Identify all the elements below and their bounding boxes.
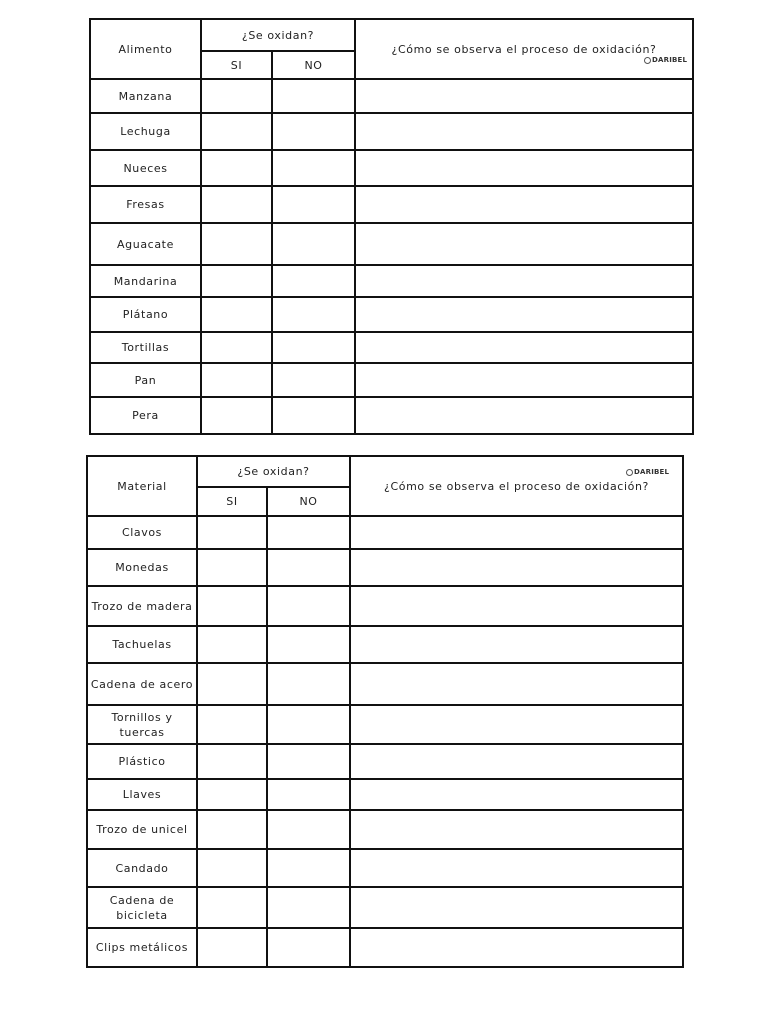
- yes-answer-cell[interactable]: [197, 810, 267, 849]
- observation-cell[interactable]: [355, 363, 693, 397]
- yes-answer-cell[interactable]: [197, 626, 267, 663]
- yes-answer-cell[interactable]: [197, 516, 267, 549]
- process-question-header: ¿Cómo se observa el proceso de oxidación?: [350, 456, 683, 516]
- item-name-cell: Trozo de madera: [87, 586, 197, 626]
- material-oxidation-table: [86, 455, 684, 968]
- item-name-cell: Tortillas: [90, 332, 201, 363]
- yes-answer-cell[interactable]: [197, 586, 267, 626]
- table-row: [87, 744, 683, 779]
- observation-cell[interactable]: [350, 516, 683, 549]
- observation-cell[interactable]: [355, 332, 693, 363]
- material-rows: [87, 516, 683, 967]
- item-name-cell: Pan: [90, 363, 201, 397]
- yes-answer-cell[interactable]: [201, 186, 272, 223]
- brand-logo: DARIBEL: [644, 56, 687, 64]
- yes-answer-cell[interactable]: [197, 663, 267, 705]
- item-name-cell: Tachuelas: [87, 626, 197, 663]
- table-row: [87, 516, 683, 549]
- food-column-header: Alimento: [90, 19, 201, 79]
- yes-answer-cell[interactable]: [201, 397, 272, 434]
- observation-cell[interactable]: [350, 849, 683, 887]
- table-row: [87, 928, 683, 967]
- no-answer-cell[interactable]: [267, 549, 350, 586]
- observation-cell[interactable]: [355, 186, 693, 223]
- no-answer-cell[interactable]: [272, 223, 355, 265]
- yes-answer-cell[interactable]: [201, 332, 272, 363]
- table-row: [87, 626, 683, 663]
- observation-cell[interactable]: [355, 397, 693, 434]
- item-name-cell: Plátano: [90, 297, 201, 332]
- yes-answer-cell[interactable]: [201, 79, 272, 113]
- item-name-cell: Aguacate: [90, 223, 201, 265]
- no-answer-cell[interactable]: [272, 79, 355, 113]
- table-row: [87, 586, 683, 626]
- item-name-cell: Monedas: [87, 549, 197, 586]
- no-answer-cell[interactable]: [267, 586, 350, 626]
- yes-answer-cell[interactable]: [197, 744, 267, 779]
- table-row: [90, 265, 693, 297]
- oxidize-question-header: ¿Se oxidan?: [201, 19, 355, 51]
- table-row: [90, 363, 693, 397]
- yes-answer-cell[interactable]: [197, 705, 267, 744]
- observation-cell[interactable]: [350, 663, 683, 705]
- no-answer-cell[interactable]: [272, 397, 355, 434]
- no-answer-cell[interactable]: [267, 887, 350, 928]
- no-answer-cell[interactable]: [267, 705, 350, 744]
- observation-cell[interactable]: [350, 626, 683, 663]
- material-column-header: Material: [87, 456, 197, 516]
- table-row: [90, 186, 693, 223]
- yes-answer-cell[interactable]: [197, 849, 267, 887]
- observation-cell[interactable]: [350, 887, 683, 928]
- item-name-cell: Cadena de acero: [87, 663, 197, 705]
- yes-column-header: SI: [197, 487, 267, 516]
- observation-cell[interactable]: [355, 113, 693, 150]
- yes-answer-cell[interactable]: [197, 928, 267, 967]
- no-column-header: NO: [267, 487, 350, 516]
- item-name-cell: Manzana: [90, 79, 201, 113]
- yes-answer-cell[interactable]: [201, 150, 272, 186]
- item-name-cell: Tornillos y tuercas: [87, 705, 197, 744]
- observation-cell[interactable]: [355, 265, 693, 297]
- no-answer-cell[interactable]: [267, 779, 350, 810]
- observation-cell[interactable]: [350, 549, 683, 586]
- no-column-header: NO: [272, 51, 355, 79]
- table-row: [90, 223, 693, 265]
- no-answer-cell[interactable]: [272, 150, 355, 186]
- brand-logo: DARIBEL: [626, 468, 669, 476]
- table-row: [87, 849, 683, 887]
- yes-column-header: SI: [201, 51, 272, 79]
- no-answer-cell[interactable]: [272, 186, 355, 223]
- observation-cell[interactable]: [355, 79, 693, 113]
- no-answer-cell[interactable]: [272, 363, 355, 397]
- item-name-cell: Candado: [87, 849, 197, 887]
- table-row: [90, 79, 693, 113]
- observation-cell[interactable]: [350, 705, 683, 744]
- yes-answer-cell[interactable]: [201, 265, 272, 297]
- table-row: [87, 810, 683, 849]
- table-row: [87, 549, 683, 586]
- no-answer-cell[interactable]: [272, 332, 355, 363]
- observation-cell[interactable]: [350, 744, 683, 779]
- no-answer-cell[interactable]: [267, 516, 350, 549]
- observation-cell[interactable]: [355, 223, 693, 265]
- item-name-cell: Nueces: [90, 150, 201, 186]
- no-answer-cell[interactable]: [267, 626, 350, 663]
- logo-icon: [644, 57, 651, 64]
- yes-answer-cell[interactable]: [197, 549, 267, 586]
- no-answer-cell[interactable]: [267, 810, 350, 849]
- no-answer-cell[interactable]: [267, 663, 350, 705]
- item-name-cell: Trozo de unicel: [87, 810, 197, 849]
- no-answer-cell[interactable]: [267, 928, 350, 967]
- item-name-cell: Lechuga: [90, 113, 201, 150]
- table-row: [90, 297, 693, 332]
- yes-answer-cell[interactable]: [197, 779, 267, 810]
- no-answer-cell[interactable]: [272, 265, 355, 297]
- no-answer-cell[interactable]: [267, 744, 350, 779]
- logo-icon: [626, 469, 633, 476]
- yes-answer-cell[interactable]: [201, 297, 272, 332]
- food-oxidation-table: [89, 18, 694, 435]
- item-name-cell: Mandarina: [90, 265, 201, 297]
- item-name-cell: Fresas: [90, 186, 201, 223]
- yes-answer-cell[interactable]: [201, 363, 272, 397]
- no-answer-cell[interactable]: [272, 113, 355, 150]
- process-question-header: ¿Cómo se observa el proceso de oxidación?: [355, 19, 693, 79]
- no-answer-cell[interactable]: [272, 297, 355, 332]
- item-name-cell: Clavos: [87, 516, 197, 549]
- yes-answer-cell[interactable]: [201, 113, 272, 150]
- food-rows: [90, 79, 693, 434]
- table-row: [87, 663, 683, 705]
- item-name-cell: Cadena de bicicleta: [87, 887, 197, 928]
- item-name-cell: Clips metálicos: [87, 928, 197, 967]
- yes-answer-cell[interactable]: [197, 887, 267, 928]
- item-name-cell: Pera: [90, 397, 201, 434]
- observation-cell[interactable]: [350, 586, 683, 626]
- no-answer-cell[interactable]: [267, 849, 350, 887]
- table-row: [90, 397, 693, 434]
- observation-cell[interactable]: [355, 150, 693, 186]
- oxidize-question-header: ¿Se oxidan?: [197, 456, 350, 487]
- table-row: [90, 332, 693, 363]
- yes-answer-cell[interactable]: [201, 223, 272, 265]
- observation-cell[interactable]: [350, 810, 683, 849]
- table-row: [90, 113, 693, 150]
- item-name-cell: Plástico: [87, 744, 197, 779]
- table-row: [87, 779, 683, 810]
- table-row: [87, 887, 683, 928]
- observation-cell[interactable]: [350, 928, 683, 967]
- table-row: [90, 150, 693, 186]
- item-name-cell: Llaves: [87, 779, 197, 810]
- table-row: [87, 705, 683, 744]
- observation-cell[interactable]: [350, 779, 683, 810]
- observation-cell[interactable]: [355, 297, 693, 332]
